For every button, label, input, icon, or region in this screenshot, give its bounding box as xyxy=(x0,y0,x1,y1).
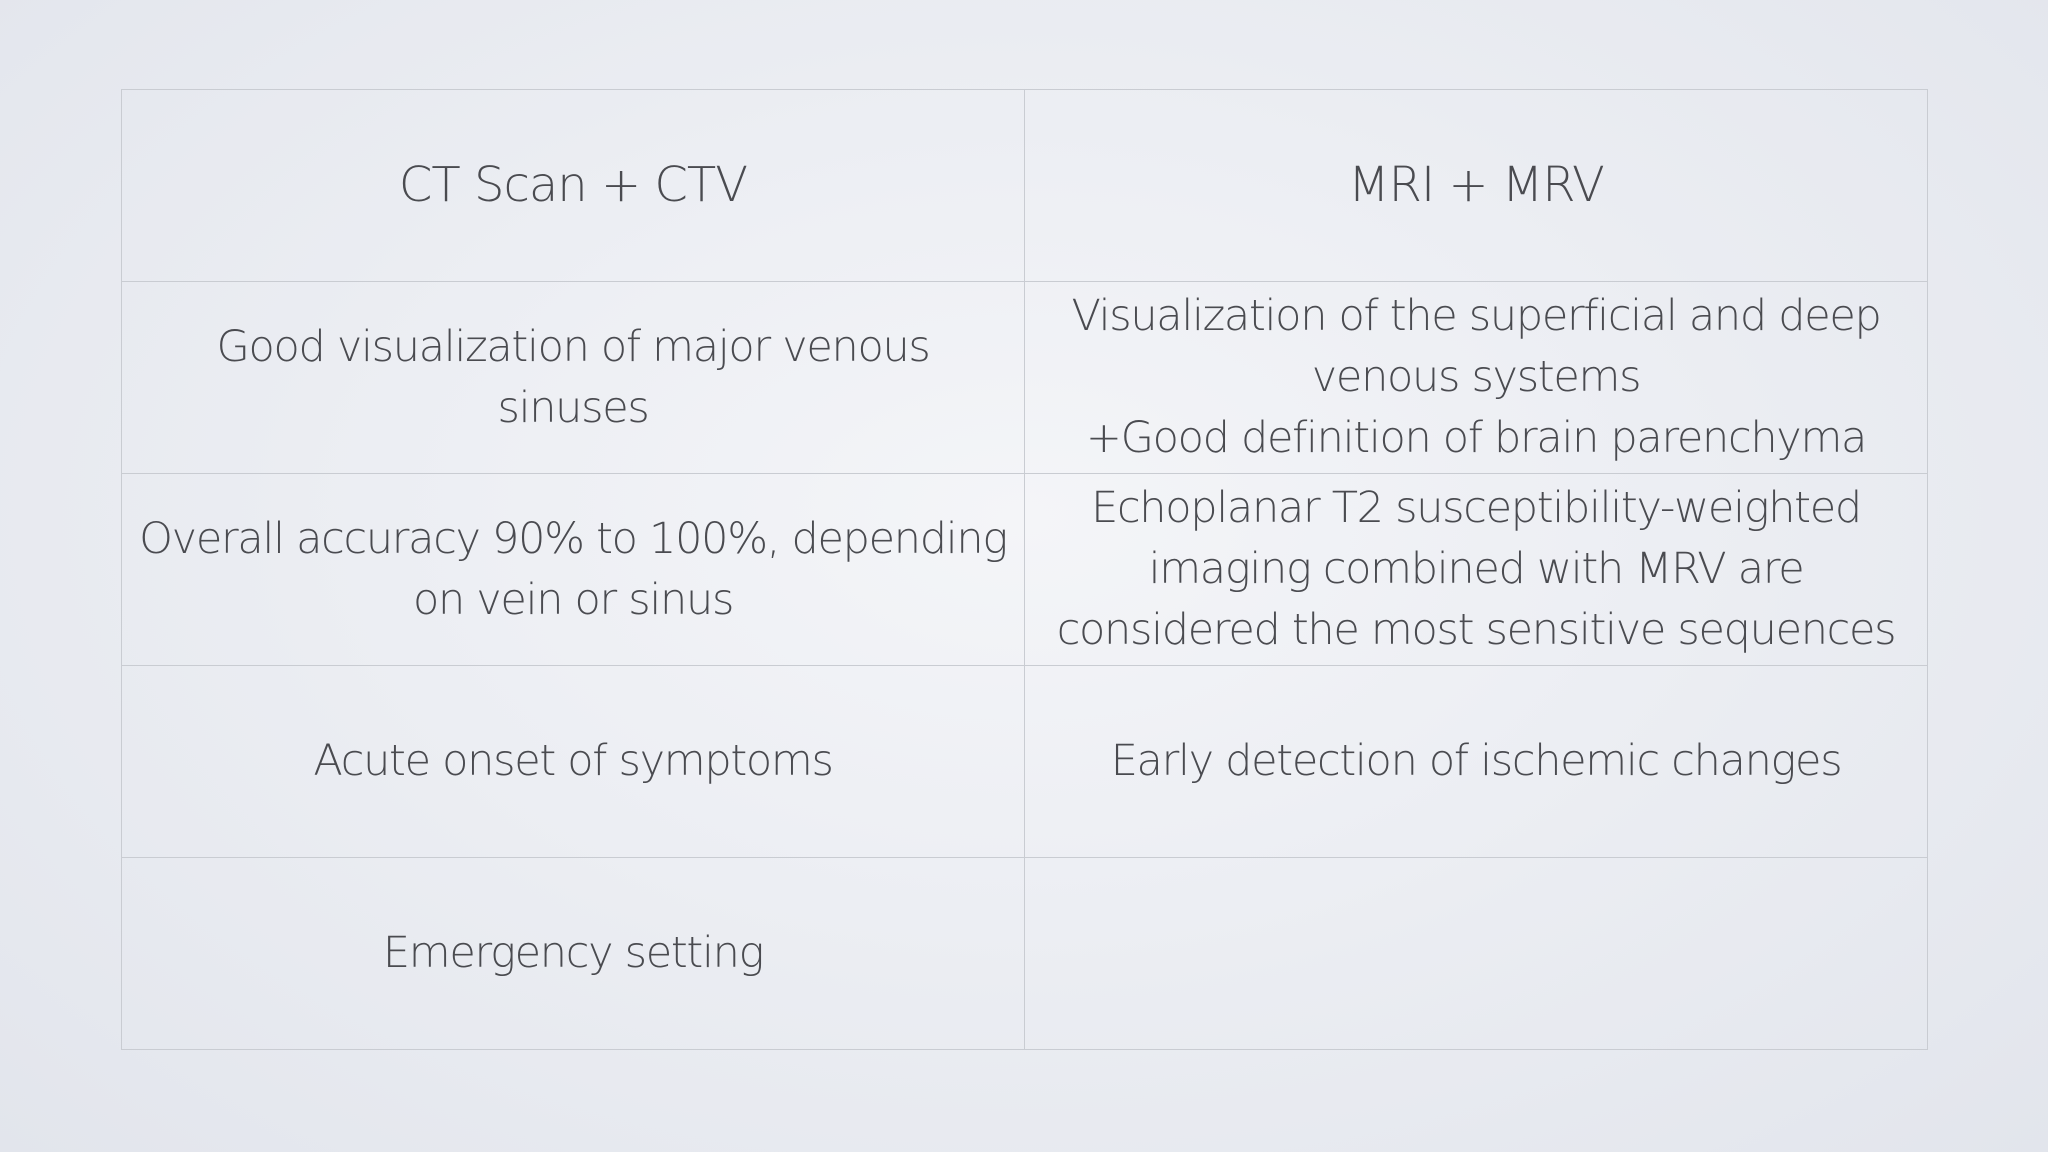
ct-cell-accuracy xyxy=(122,474,1025,666)
mri-cell-empty xyxy=(1025,858,1928,1050)
table-header-row xyxy=(122,90,1928,282)
cell-text-line: venous systems xyxy=(1311,352,1641,402)
cell-text-line: sinuses xyxy=(497,382,649,433)
cell-text-line: considered the most sensitive sequences xyxy=(1056,605,1896,655)
header-ct-scan-ctv xyxy=(122,90,1025,282)
mri-cell-sequences xyxy=(1025,474,1928,666)
table-row xyxy=(122,282,1928,474)
mri-cell-visualization xyxy=(1025,282,1928,474)
header-mri-mrv xyxy=(1025,90,1928,282)
table-row xyxy=(122,474,1928,666)
cell-text-line: Visualization of the superficial and deep xyxy=(1071,291,1881,341)
table-row xyxy=(122,666,1928,858)
ct-cell-visualization xyxy=(122,282,1025,474)
cell-text-line: Emergency setting xyxy=(382,928,764,978)
comparison-table xyxy=(121,89,1928,1050)
header-mri-label: MRI + MRV xyxy=(1348,157,1604,213)
cell-text-line: Early detection of ischemic changes xyxy=(1110,736,1842,786)
cell-text-line: Echoplanar T2 susceptibility-weighted xyxy=(1091,483,1861,533)
cell-text-line: Good visualization of major venous xyxy=(216,321,930,372)
cell-text-line: on vein or sinus xyxy=(412,574,734,625)
cell-text-line: Overall accuracy 90% to 100%, depending xyxy=(139,513,1007,564)
header-ct-label: CT Scan + CTV xyxy=(398,157,748,213)
table-row xyxy=(122,858,1928,1050)
cell-text-line: +Good definition of brain parenchyma xyxy=(1085,413,1867,463)
ct-cell-emergency xyxy=(122,858,1025,1050)
ct-cell-acute-onset xyxy=(122,666,1025,858)
cell-text-line: Acute onset of symptoms xyxy=(313,736,833,786)
cell-text-line: imaging combined with MRV are xyxy=(1148,544,1804,594)
mri-cell-ischemic xyxy=(1025,666,1928,858)
